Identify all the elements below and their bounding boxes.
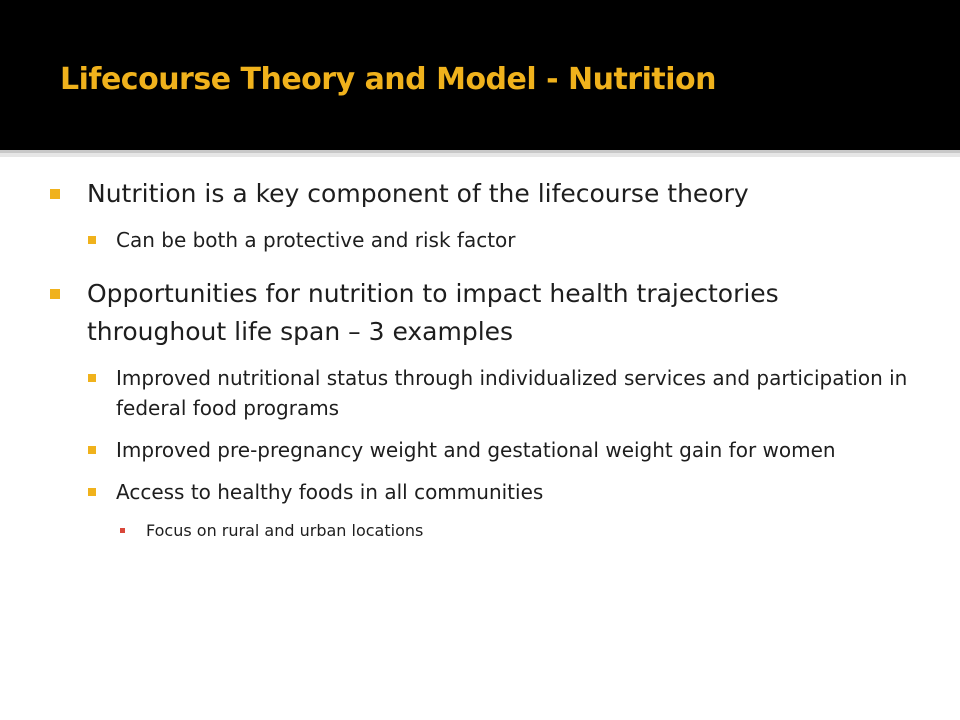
sub-bullet-text: Improved nutritional status through individualized services and participation in federal food programs: [116, 366, 908, 420]
sub-bullet-item: [50, 363, 920, 423]
sub-bullet-item: [50, 477, 920, 507]
sub-bullet-item: [50, 435, 920, 465]
sub-sub-bullet-text: Focus on rural and urban locations: [146, 521, 424, 540]
bullet-text: Nutrition is a key component of the lifecourse theory: [87, 179, 749, 208]
square-bullet-icon: [50, 189, 60, 199]
title-divider-shadow: [0, 153, 960, 157]
small-square-bullet-icon: [120, 528, 125, 533]
square-bullet-icon: [50, 289, 60, 299]
square-bullet-icon: [88, 236, 96, 244]
bullet-text: Opportunities for nutrition to impact health trajectories throughout life span – 3 examples: [87, 279, 779, 346]
square-bullet-icon: [88, 446, 96, 454]
sub-bullet-text: Access to healthy foods in all communities: [116, 480, 544, 504]
sub-bullet-item: [50, 225, 920, 255]
square-bullet-icon: [88, 374, 96, 382]
square-bullet-icon: [88, 488, 96, 496]
sub-sub-bullet-item: [50, 519, 920, 543]
sub-bullet-text: Improved pre-pregnancy weight and gestational weight gain for women: [116, 438, 836, 462]
bullet-item: [50, 275, 920, 351]
bullet-item: [50, 175, 920, 213]
sub-bullet-text: Can be both a protective and risk factor: [116, 228, 516, 252]
slide-title: Lifecourse Theory and Model - Nutrition: [60, 62, 716, 97]
bullet-list: [50, 175, 920, 543]
